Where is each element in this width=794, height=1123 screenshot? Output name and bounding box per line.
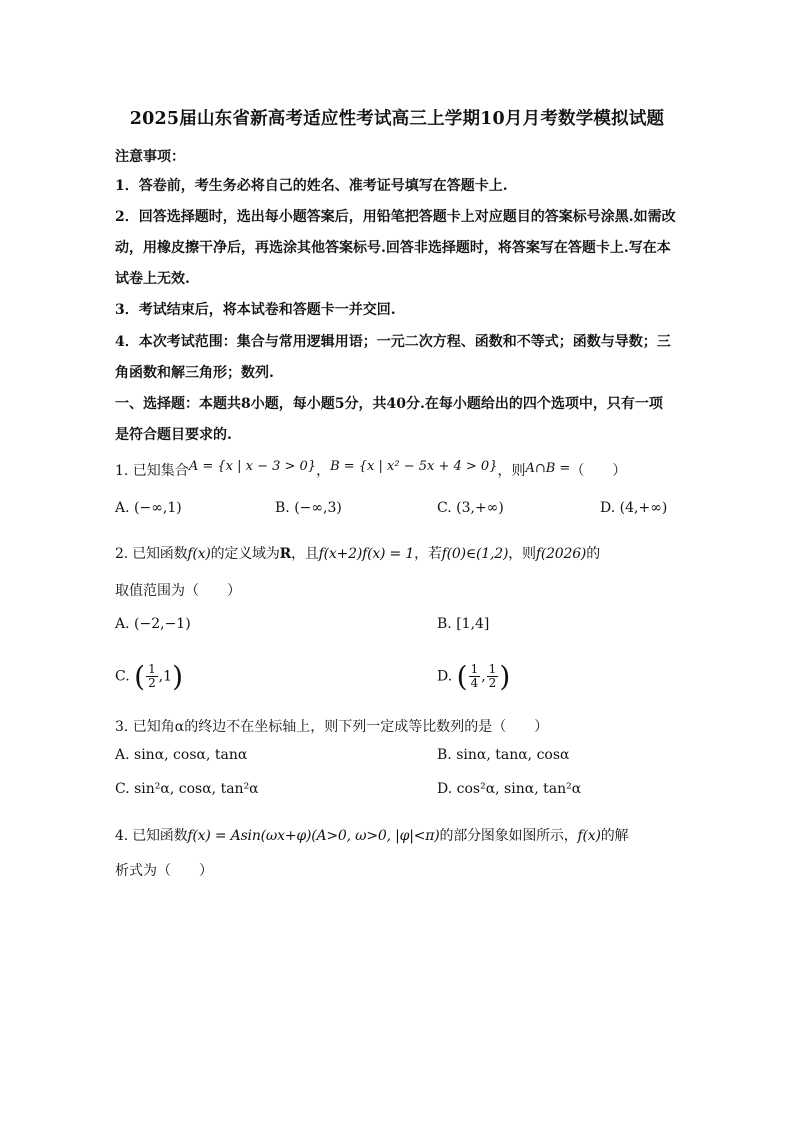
q3-option-a-label: A.: [115, 747, 130, 763]
q1-option-c-value: (3,+∞): [456, 500, 504, 516]
q3-option-a[interactable]: [115, 747, 247, 763]
page-title: 2025届山东省新高考适应性考试高三上学期10月月考数学模拟试题: [129, 109, 665, 129]
question-2-stem-cont: 取值范围为（ ）: [115, 583, 241, 599]
notice-item-3: 3．考试结束后，将本试卷和答题卡一并交回.: [115, 302, 396, 318]
q2-option-d-close-paren: ): [499, 660, 511, 693]
q2-equation: f(x+2)f(x) = 1: [318, 546, 415, 562]
q4-text-2: 的解: [600, 828, 629, 844]
q3-option-c-value: sin²α, cosα, tan²α: [134, 781, 259, 797]
q2-option-c-label: C.: [115, 668, 130, 685]
notice-heading: 注意事项：: [115, 149, 185, 165]
q4-text-1: 的部分图象如图所示，: [439, 828, 578, 844]
q1-option-a-value: (−∞,1): [134, 500, 182, 516]
q1-paren: （ ）: [570, 463, 627, 479]
notice-item-2-cont-2: 试卷上无效.: [115, 271, 190, 287]
section-heading-cont: 是符合题目要求的.: [115, 427, 232, 443]
q1-option-a-label: A.: [115, 500, 130, 516]
question-4-stem-cont: 析式为（ ）: [115, 863, 213, 879]
q2-option-d-numerator-1: 1: [470, 662, 479, 676]
q1-option-c[interactable]: [437, 500, 504, 516]
q2-option-c[interactable]: [115, 660, 183, 693]
q2-option-d-fraction-2: [487, 663, 499, 690]
notice-item-2-cont-1: 动，用橡皮擦干净后，再选涂其他答案标号.回答非选择题时，将答案写在答题卡上.写在本: [115, 240, 671, 256]
q2-option-b-value: [1,4]: [456, 616, 490, 632]
q2-option-d-label: D.: [437, 668, 453, 685]
q2-condition: f(0)∈(1,2): [441, 546, 509, 562]
q2-option-c-denominator: 2: [148, 676, 156, 690]
q2-option-d-fraction-1: [469, 663, 481, 690]
q2-f2026: f(2026): [535, 546, 587, 562]
q1-set-b: B = {x | x² − 5x + 4 > 0}: [330, 459, 498, 474]
q1-option-a[interactable]: [115, 500, 182, 516]
q4-expression: f(x) = Asin(ωx+φ)(A>0, ω>0, |φ|<π): [187, 828, 440, 844]
question-4-stem: [115, 825, 685, 845]
q1-expr: A∩B =: [525, 461, 571, 476]
q3-option-b-value: sinα, tanα, cosα: [456, 747, 570, 763]
q2-option-d-numerator-2: 1: [488, 662, 497, 676]
q2-option-c-fraction: [146, 663, 158, 690]
q3-option-d[interactable]: [437, 781, 581, 797]
notice-item-1: 1．答卷前，考生务必将自己的姓名、准考证号填写在答题卡上.: [115, 178, 508, 194]
q1-option-b-label: B.: [275, 500, 290, 516]
q2-option-d-comma: ,: [481, 668, 486, 685]
q3-option-d-value: cos²α, sinα, tan²α: [456, 781, 582, 797]
q2-real-set: R: [279, 546, 292, 562]
notice-item-4-cont: 角函数和解三角形；数列.: [115, 365, 274, 381]
q2-option-d-open-paren: (: [456, 660, 468, 693]
q1-option-d-value: (4,+∞): [619, 500, 668, 516]
q1-comma: ，: [316, 463, 331, 479]
q4-prefix: 4. 已知函数: [115, 828, 188, 844]
q3-option-c-label: C.: [115, 781, 130, 797]
q2-prefix: 2. 已知函数: [115, 546, 188, 562]
q2-option-c-rest: ,1: [158, 668, 173, 685]
q2-option-c-numerator: 1: [148, 662, 156, 676]
q1-option-c-label: C.: [437, 500, 452, 516]
q2-text-2: ，且: [291, 546, 319, 562]
q2-text-3: ，若: [414, 546, 442, 562]
q2-option-b-label: B.: [437, 616, 452, 632]
q2-option-d[interactable]: [437, 660, 510, 693]
section-heading: 一、选择题：本题共8小题，每小题5分，共40分.在每小题给出的四个选项中，只有一项: [115, 396, 663, 412]
question-1-stem: [115, 460, 685, 480]
q3-option-b[interactable]: [437, 747, 570, 763]
question-2-stem: [115, 543, 685, 563]
q2-option-a[interactable]: [115, 616, 191, 632]
q2-text-1: 的定义域为: [210, 546, 280, 562]
q1-option-d-label: D.: [600, 500, 616, 516]
q2-option-d-denominator-1: 4: [470, 676, 479, 690]
q2-option-a-label: A.: [115, 616, 130, 632]
notice-item-2: 2．回答选择题时，选出每小题答案后，用铅笔把答题卡上对应题目的答案标号涂黑.如需改: [115, 209, 676, 225]
q1-option-b[interactable]: [275, 500, 342, 516]
q2-text-4: ，则: [508, 546, 536, 562]
q2-fx: f(x): [187, 546, 211, 562]
q1-set-a: A = {x | x − 3 > 0}: [188, 459, 317, 474]
notice-item-4: 4．本次考试范围：集合与常用逻辑用语；一元二次方程、函数和不等式；函数与导数；三: [115, 334, 671, 350]
question-3-stem: 3. 已知角α的终边不在坐标轴上，则下列一定成等比数列的是（ ）: [115, 719, 549, 735]
q1-option-b-value: (−∞,3): [294, 500, 342, 516]
q3-option-d-label: D.: [437, 781, 453, 797]
q3-option-b-label: B.: [437, 747, 452, 763]
q1-prefix: 1. 已知集合: [115, 463, 189, 479]
q2-option-b[interactable]: [437, 616, 489, 632]
q2-option-d-denominator-2: 2: [488, 676, 497, 690]
q2-option-a-value: (−2,−1): [134, 616, 191, 632]
q4-fx: f(x): [577, 828, 601, 844]
q2-text-5: 的: [586, 546, 601, 562]
q2-option-c-close-paren: ): [172, 660, 183, 693]
q1-option-d[interactable]: [600, 500, 667, 516]
q3-option-a-value: sinα, cosα, tanα: [134, 747, 248, 763]
q2-option-c-open-paren: (: [134, 660, 146, 693]
q3-option-c[interactable]: [115, 781, 259, 797]
q1-ask: ，则: [497, 463, 526, 479]
